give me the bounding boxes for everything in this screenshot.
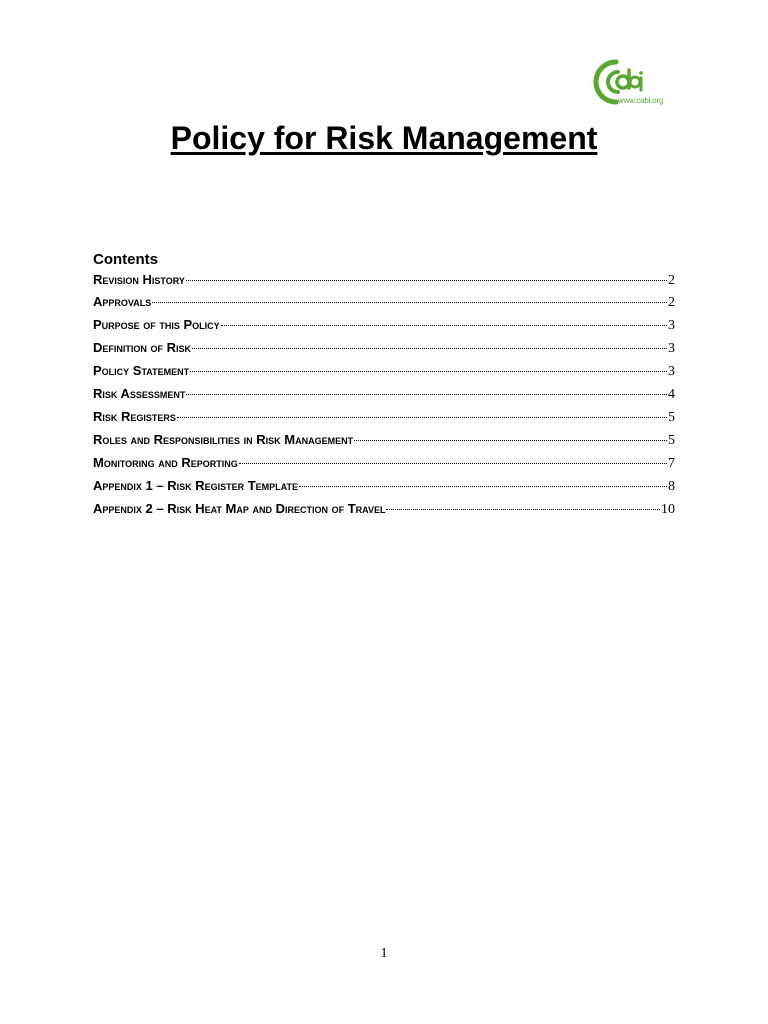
toc-entry-page: 3 [668,341,675,356]
toc-entry-label: Risk Registers [93,409,176,424]
toc-entry[interactable] [93,315,675,338]
document-title: Policy for Risk Management [170,120,598,156]
toc-heading: Contents [93,251,158,268]
cabi-logo [592,56,678,110]
toc-entry[interactable] [93,430,675,453]
logo-url: www.cabi.org [618,96,664,105]
toc-entry-page: 5 [668,433,675,448]
toc-entry-label: Roles and Responsibilities in Risk Management [93,432,354,447]
toc-entry[interactable] [93,292,675,315]
toc-dot-leader [192,348,667,349]
toc-dot-leader [354,440,667,441]
toc-entry[interactable] [93,407,675,430]
toc-entry-label: Appendix 1 – Risk Register Template [93,478,298,493]
toc-entry[interactable] [93,453,675,476]
toc-entry-label: Revision History [93,272,185,287]
toc-entry[interactable] [93,361,675,384]
toc-entry-page: 3 [668,318,675,333]
toc-entry[interactable] [93,338,675,361]
page-number: 1 [380,946,388,961]
toc-dot-leader [177,417,667,418]
toc-entry-label: Policy Statement [93,363,190,378]
toc-entry-page: 3 [668,364,675,379]
toc-entry-label: Risk Assessment [93,386,186,401]
toc-entry-page: 10 [661,502,675,517]
toc-entry-page: 5 [668,410,675,425]
toc-entry[interactable] [93,476,675,499]
toc-entry-label: Definition of Risk [93,340,191,355]
toc-entry-page: 2 [668,273,675,288]
toc-dot-leader [221,325,667,326]
toc-entry-label: Monitoring and Reporting [93,455,238,470]
toc-list [93,270,675,522]
toc-dot-leader [186,394,667,395]
table-of-contents [93,250,675,522]
toc-entry-label: Approvals [93,294,152,309]
toc-dot-leader [299,486,667,487]
toc-entry-label: Purpose of this Policy [93,317,220,332]
toc-dot-leader [190,371,667,372]
toc-entry-page: 8 [668,479,675,494]
toc-dot-leader [239,463,667,464]
toc-entry-page: 4 [668,387,675,402]
toc-dot-leader [186,280,667,281]
toc-entry[interactable] [93,499,675,522]
toc-entry-page: 7 [668,456,675,471]
toc-entry[interactable] [93,270,675,292]
toc-dot-leader [152,302,667,303]
toc-entry-page: 2 [668,295,675,310]
toc-entry-label: Appendix 2 – Risk Heat Map and Direction of Travel [93,501,386,516]
toc-entry[interactable] [93,384,675,407]
toc-dot-leader [386,509,660,510]
